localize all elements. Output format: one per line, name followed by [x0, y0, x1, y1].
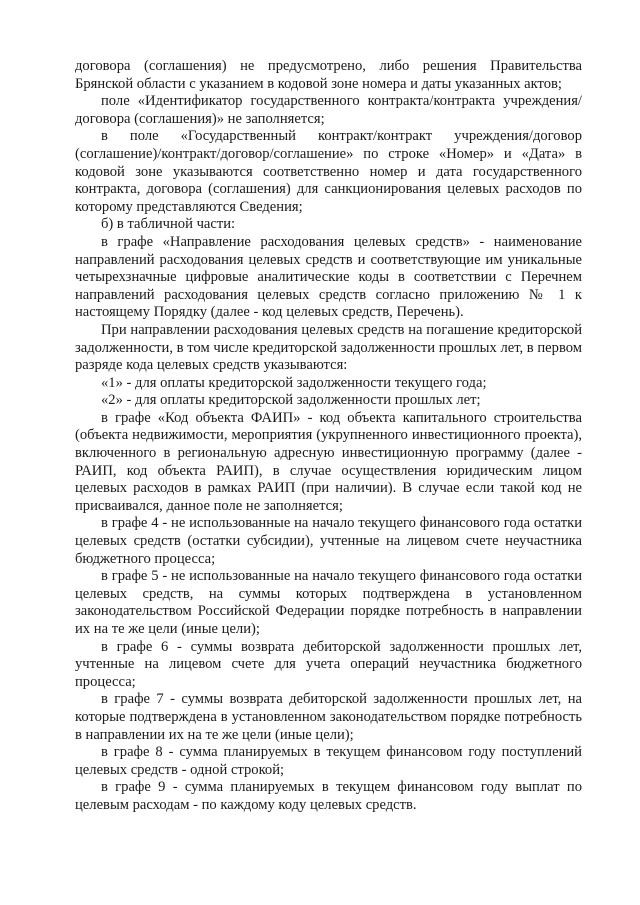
- paragraph-6: При направлении расходования целевых средств на погашение кредиторской задолженности, в том числе кредиторской задолженности прошлых лет, в первом разряде кода целевых средств указываются:: [75, 321, 582, 374]
- paragraph-13: в графе 7 - суммы возврата дебиторской задолженности прошлых лет, на которые подтверждена в установленном законодательством порядке потребность в направлении их на те же цели (иные цели);: [75, 691, 582, 743]
- paragraph-4: б) в табличной части:: [101, 216, 236, 233]
- paragraph-8: «2» - для оплаты кредиторской задолженности прошлых лет;: [101, 392, 481, 409]
- paragraph-12: в графе 6 - суммы возврата дебиторской задолженности прошлых лет, учтенные на лицевом счете для учета операций неучастника бюджетного процесса;: [75, 638, 582, 690]
- paragraph-7: «1» - для оплаты кредиторской задолженности текущего года;: [101, 374, 487, 391]
- paragraph-15: в графе 9 - сумма планируемых в текущем финансовом году выплат по целевым расходам - по каждому коду целевых средств.: [75, 779, 582, 813]
- paragraph-11: в графе 5 - не использованные на начало текущего финансового года остатки целевых средств, на суммы которых подтверждена в установленном законодательством Российской Федерации порядке потребность в направлении их на те же цели (иные цели);: [75, 568, 582, 637]
- document-page: [75, 58, 582, 815]
- paragraph-1: договора (соглашения) не предусмотрено, либо решения Правительства Брянской области с указанием в кодовой зоне номера и даты указанных актов;: [75, 58, 582, 92]
- paragraph-2: поле «Идентификатор государственного контракта/контракта учреждения/договора (соглашения)» не заполняется;: [75, 93, 582, 127]
- paragraph-3: в поле «Государственный контракт/контракт учреждения/договор (соглашение)/контракт/договор/соглашение» по строке «Номер» и «Дата» в кодовой зоне указываются соответственно номер и дата государственного контракта, договора (соглашения) для санкционирования целевых расходов по которому представляются Сведения;: [75, 128, 582, 215]
- paragraph-14: в графе 8 - сумма планируемых в текущем финансовом году поступлений целевых средств - одной строкой;: [75, 744, 582, 778]
- paragraph-5: в графе «Направление расходования целевых средств» - наименование направлений расходования целевых средств и соответствующие им уникальные четырехзначные цифровые аналитические коды в соответствии с Перечнем направлений расходования целевых средств согласно приложению № 1 к настоящему Порядку (далее - код целевых средств, Перечень).: [75, 233, 582, 321]
- paragraph-10: в графе 4 - не использованные на начало текущего финансового года остатки целевых средств (остатки субсидии), учтенные на лицевом счете неучастника бюджетного процесса;: [75, 515, 582, 567]
- paragraph-9: в графе «Код объекта ФАИП» - код объекта капитального строительства (объекта недвижимости, мероприятия (укрупненного инвестиционного проекта), включенного в региональную адресную инвестиционную программу (далее - РАИП, код объекта РАИП), в случае осуществления юридическим лицом целевых расходов в рамках РАИП (при наличии). В случае если такой код не присваивался, данное поле не заполняется;: [75, 409, 582, 514]
